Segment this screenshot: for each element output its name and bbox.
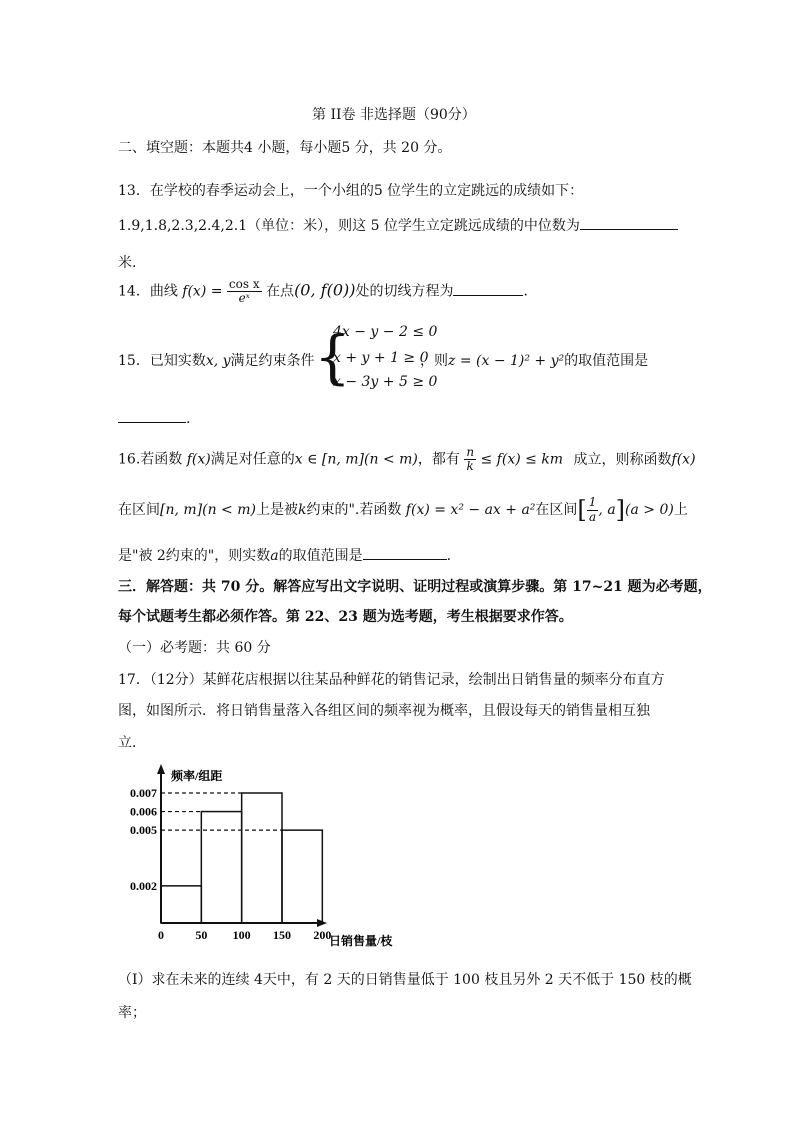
- q16-frac-den: k: [466, 459, 474, 474]
- q16-t3: 成立，则称函数: [573, 451, 672, 468]
- x-tick-label: 50: [195, 928, 208, 942]
- q15-expr: z = (x − 1)² + y²: [448, 353, 565, 369]
- q16-interval-fraction: [587, 496, 599, 523]
- q16-fraction: [464, 446, 476, 473]
- q13-line1: 13．在学校的春季运动会上，一个小组的5 位学生的立定跳远的成绩如下：: [118, 183, 584, 199]
- y-tick-label: 0.002: [130, 878, 157, 893]
- section3-line1: 三．解答题：共 70 分。解答应写出文字说明、证明过程或演算步骤。第 17~21 题为必考题，: [118, 579, 712, 595]
- q16-cond: x ∈ [n, m](n < m): [294, 451, 418, 468]
- q16-l2e: 上: [673, 502, 688, 518]
- q16-int-num: 1: [588, 495, 597, 510]
- histogram-bar: [282, 830, 322, 923]
- q15-vars: x, y: [205, 353, 231, 369]
- q16-line3: [118, 545, 451, 565]
- q16-fx: f(x): [186, 451, 211, 468]
- q14-point: (0, f(0)): [294, 280, 356, 300]
- part-title: 第 II卷 非选择题（90分）: [312, 107, 476, 123]
- q17-part1-line2: 率；: [118, 1005, 146, 1021]
- x-tick-label: 100: [232, 928, 251, 942]
- q17-line1: 17．（12分）某鲜花店根据以往某品种鲜花的销售记录，绘制出日销售量的频率分布直方: [118, 672, 665, 688]
- q13-line2: [118, 215, 678, 235]
- q16-end: .: [446, 548, 452, 564]
- q16-fx2: f(x): [671, 451, 696, 468]
- q16-fdef: f(x) = x² − ax + a²: [405, 502, 536, 518]
- q16-l2d: 在区间: [535, 502, 578, 518]
- x-tick-label: 0: [158, 928, 164, 942]
- q14-func: f(x) =: [182, 283, 223, 300]
- q16-line1: [118, 446, 696, 473]
- q14-line: [118, 278, 528, 305]
- q16-prefix: 16.若函数: [118, 451, 183, 468]
- x-tick-label: 150: [273, 928, 291, 942]
- q15-prefix-line: [118, 350, 315, 370]
- q15-mid: 满足约束条件: [230, 353, 315, 369]
- q16-line2: [118, 496, 688, 524]
- x-tick-label: 200: [313, 928, 332, 942]
- y-axis-arrow: [157, 764, 165, 774]
- q16-t1: 满足对任意的: [210, 451, 295, 468]
- q14-frac-den: eˣ: [238, 291, 250, 306]
- q16-l2c: 约束的".若函数: [306, 502, 402, 518]
- y-tick-label: 0.006: [130, 804, 157, 819]
- x-axis-label: 日销售量/枝: [329, 934, 393, 948]
- q16-k: k: [297, 502, 307, 518]
- q16-interval: [n, m](n < m): [160, 502, 256, 518]
- q15-prefix: 15．已知实数: [118, 353, 206, 369]
- q16-cond2: (a > 0): [625, 502, 674, 518]
- q16-answer-blank[interactable]: [363, 545, 447, 560]
- q16-a: a: [270, 548, 279, 564]
- q14-end: .: [523, 283, 528, 300]
- q15-constraint-2: x + y + 1 ≥ 0: [333, 350, 429, 366]
- histogram-bar: [201, 812, 241, 923]
- q17-line2: 图，如图所示．将日销售量落入各组区间的频率视为概率，且假设每天的销售量相互独: [118, 703, 650, 719]
- section3-line2: 每个试题考生都必须作答。第 22、23 题为选考题，考生根据要求作答。: [118, 609, 573, 625]
- q15-tail: [420, 350, 648, 370]
- q15-suffix: 的取值范围是: [564, 353, 649, 369]
- q16-ineq: ≤ f(x) ≤ km: [480, 451, 564, 468]
- q17-part1-line1: （Ⅰ）求在未来的连续 4天中，有 2 天的日销售量低于 100 枝且另外 2 天不低于 150 枝的概: [118, 972, 692, 988]
- q15-constraint-3: x − 3y + 5 ≥ 0: [333, 374, 438, 390]
- q16-bracket-left: [: [577, 496, 587, 524]
- q13-line2-text: 1.9,1.8,2.3,2.4,2.1（单位：米），则这 5 位学生立定跳远成绩的中位数为: [118, 218, 580, 234]
- q14-suffix: 处的切线方程为: [355, 283, 454, 300]
- section2-title: 二、填空题：本题共4 小题，每小题5 分，共 20 分。: [118, 140, 452, 156]
- y-tick-label: 0.005: [130, 823, 157, 838]
- q16-bracket-right: ]: [615, 496, 626, 524]
- y-tick-label: 0.007: [130, 786, 157, 800]
- q16-int-right: , a: [598, 502, 616, 518]
- histogram-bar: [242, 793, 282, 923]
- q15-answer-line: [118, 408, 190, 427]
- y-axis-label: 频率/组距: [171, 769, 223, 783]
- q14-answer-blank[interactable]: [453, 281, 523, 296]
- q14-frac-num: cos x: [228, 277, 260, 291]
- q15-constraint-1: 4x − y − 2 ≤ 0: [333, 324, 438, 340]
- q17-line3: 立．: [118, 735, 146, 751]
- q15-end: .: [186, 411, 191, 427]
- required-label: （一）必考题：共 60 分: [118, 640, 271, 656]
- histogram-bar: [161, 886, 201, 923]
- q13-line3: 米.: [118, 255, 137, 271]
- q16-l3b: 的取值范围是: [278, 548, 363, 564]
- q16-l3a: 是"被 2约束的"，则实数: [118, 548, 271, 564]
- q16-int-den: a: [589, 509, 597, 524]
- q13-answer-blank[interactable]: [580, 215, 678, 230]
- q15-brace: {: [314, 323, 351, 391]
- q15-answer-blank[interactable]: [118, 408, 186, 423]
- q14-mid: 在点: [266, 283, 295, 300]
- frequency-histogram: [118, 760, 398, 960]
- q15-then: ，则: [420, 353, 448, 369]
- q14-prefix: 14．曲线: [118, 283, 178, 300]
- q16-l2b: 上是被: [255, 502, 298, 518]
- q16-l2a: 在区间: [118, 502, 160, 518]
- q14-fraction: [227, 278, 262, 305]
- q16-frac-num: n: [466, 445, 475, 459]
- q16-t2: ，都有: [417, 451, 460, 468]
